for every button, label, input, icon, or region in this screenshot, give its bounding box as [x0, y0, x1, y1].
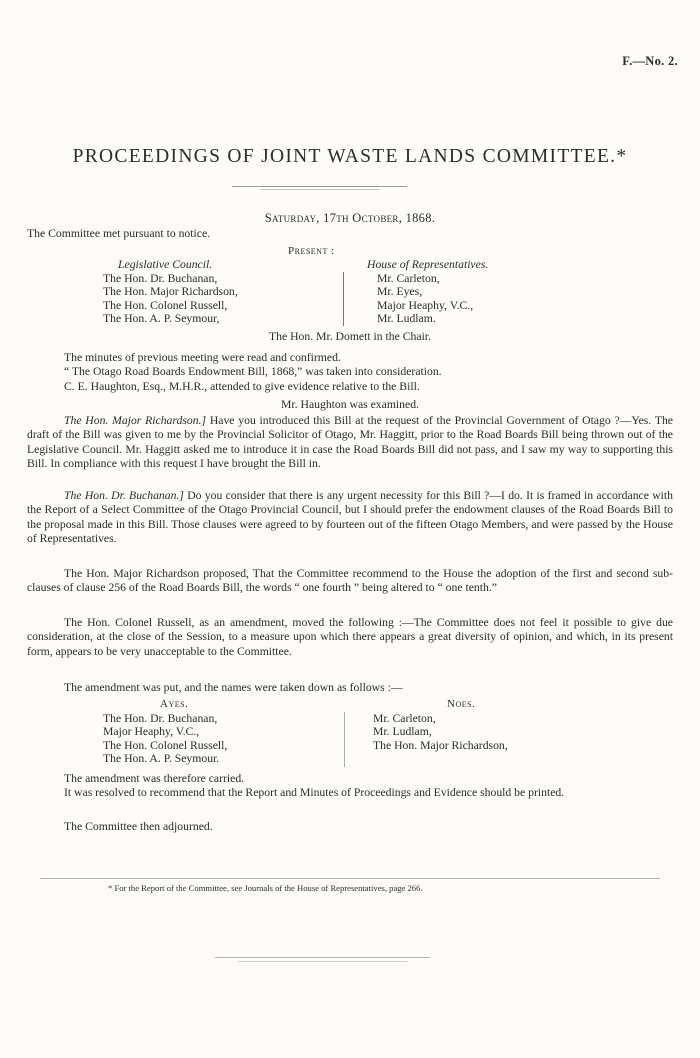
meeting-date: Saturday, 17th October, 1868.: [264, 211, 436, 225]
house-member: Mr. Eyes,: [377, 285, 423, 299]
noes-member: The Hon. Major Richardson,: [373, 738, 508, 752]
title-divider: [232, 186, 407, 187]
minutes-line: C. E. Haughton, Esq., M.H.R., attended to give evidence relative to the Bill.: [64, 379, 420, 393]
printing-resolution: It was resolved to recommend that the Report and Minutes of Proceedings and Evidence should be printed.: [64, 786, 565, 799]
richardson-proposal: The Hon. Major Richardson proposed, That the Committee recommend to the House the adoption of the first and second sub-clauses of clause 256 of the Road Boards Bill, the words “ one fourth ” being altered to “ one tenth.”: [27, 567, 673, 595]
noes-heading: Noes.: [447, 698, 476, 710]
examination-heading: Mr. Haughton was examined.: [281, 398, 419, 411]
question-richardson: [27, 414, 673, 472]
council-member: The Hon. A. P. Seymour,: [103, 312, 220, 326]
title-divider-2: [260, 189, 380, 190]
question-buchanan: [27, 489, 673, 547]
council-column: [103, 258, 313, 326]
document-reference: F.—No. 2.: [622, 54, 678, 68]
present-label: Present :: [288, 245, 335, 257]
adjournment: The Committee then adjourned.: [64, 820, 213, 833]
house-member: Mr. Ludlam.: [377, 312, 436, 326]
ayes-member: The Hon. Dr. Buchanan,: [103, 711, 218, 725]
question-text: Do you consider that there is any urgent necessity for this Bill ?—I do. It is framed in accordance with the Report of a Select Committee of the Otago Provincial Council, but I should prefer the endowment clauses of the Road Boards Bill to the proposal made in this Bill. Those clauses were agreed to by fourteen out of the fifteen Otago Members, and were passed by the House of Representatives.: [27, 489, 673, 546]
council-heading: Legislative Council.: [118, 258, 213, 271]
footnote-rule: [40, 878, 660, 879]
ayes-member: Major Heaphy, V.C.,: [103, 725, 200, 739]
council-member: The Hon. Colonel Russell,: [103, 298, 228, 312]
speaker-name: The Hon. Major Richardson.]: [64, 414, 207, 427]
house-member: Major Heaphy, V.C.,: [377, 298, 474, 312]
speaker-name: The Hon. Dr. Buchanan.]: [64, 489, 184, 502]
house-column: [367, 258, 607, 326]
council-member: The Hon. Dr. Buchanan,: [103, 271, 218, 285]
amendment-carried: The amendment was therefore carried.: [64, 772, 245, 785]
council-member: The Hon. Major Richardson,: [103, 285, 238, 299]
noes-member: Mr. Carleton,: [373, 711, 436, 725]
minutes-block: [64, 351, 674, 394]
page-title: PROCEEDINGS OF JOINT WASTE LANDS COMMITTEE.*: [72, 146, 628, 167]
column-divider: [343, 272, 344, 326]
minutes-line: The minutes of previous meeting were read and confirmed.: [64, 351, 341, 364]
ayes-heading: Ayes.: [160, 698, 189, 710]
end-divider: [215, 957, 430, 958]
noes-column: [373, 698, 623, 752]
house-heading: House of Representatives.: [367, 258, 489, 271]
russell-amendment: The Hon. Colonel Russell, as an amendment, moved the following :—The Committee does not feel it possible to give due consideration, at the close of the Session, to a measure upon which there appears a great diversity of opinion, and which, in its present form, appears to be very unacceptable to the Committee.: [27, 616, 673, 658]
ayes-member: The Hon. Colonel Russell,: [103, 738, 228, 752]
minutes-line: “ The Otago Road Boards Endowment Bill, 1868,” was taken into consideration.: [64, 365, 442, 379]
ayes-member: The Hon. A. P. Seymour.: [103, 752, 220, 766]
vote-divider: [344, 712, 345, 767]
meeting-notice: The Committee met pursuant to notice.: [27, 227, 211, 240]
question-text: Have you introduced this Bill at the request of the Provincial Government of Otago ?—Yes. The draft of the Bill was given to me by the Provincial Solicitor of Otago, Mr. Haggitt, prior to the Road Boards Bill being thrown out of the Legislative Council. Mr. Haggitt asked me to introduce it in case the Road Boards Bill did not pass, and I saw my way to supporting this Bill. In compliance with this request I have brought the Bill in.: [27, 414, 673, 471]
noes-member: Mr. Ludlam,: [373, 725, 432, 739]
house-member: Mr. Carleton,: [377, 271, 440, 285]
end-divider-2: [238, 961, 408, 962]
chair-statement: The Hon. Mr. Domett in the Chair.: [269, 330, 431, 343]
ayes-column: [103, 698, 323, 766]
vote-intro: The amendment was put, and the names were taken down as follows :—: [64, 681, 403, 694]
footnote: * For the Report of the Committee, see Journals of the House of Representatives, page 266.: [108, 883, 423, 893]
